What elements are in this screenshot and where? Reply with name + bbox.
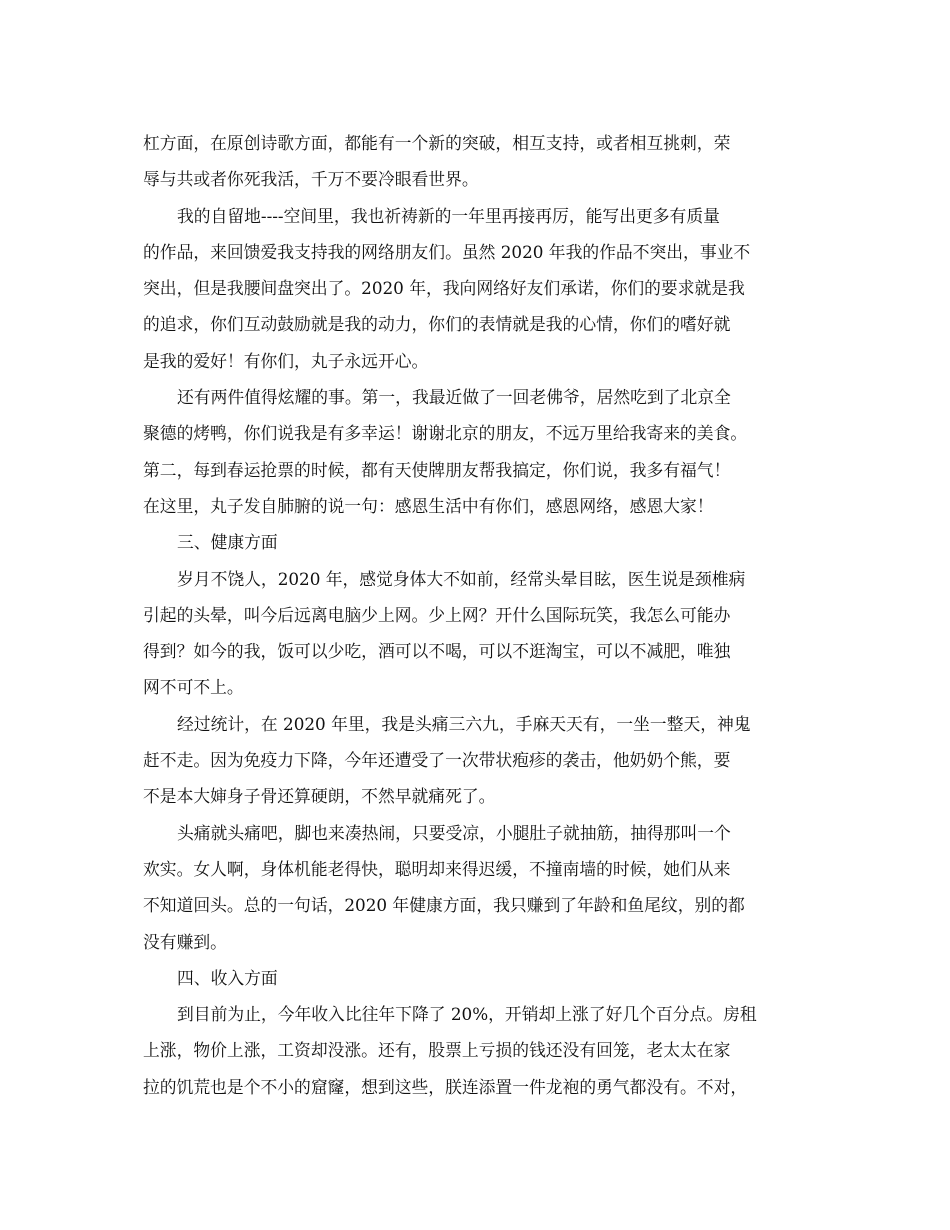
text-line: 聚德的烤鸭，你们说我是有多幸运！谢谢北京的朋友，不远万里给我寄来的美食。 xyxy=(143,423,748,444)
text-line: 岁月不饶人，2020 年，感觉身体大不如前，经常头晕目眩，医生说是颈椎病 xyxy=(177,568,746,589)
text-line: 不知道回头。总的一句话，2020 年健康方面，我只赚到了年龄和鱼尾纹，别的都 xyxy=(143,895,745,916)
text-line: 上涨，物价上涨，工资却没涨。还有，股票上亏损的钱还没有回笼，老太太在家 xyxy=(143,1040,731,1061)
text-line: 赶不走。因为免疫力下降，今年还遭受了一次带状疱疹的袭击，他奶奶个熊，要 xyxy=(143,750,731,771)
section-heading: 三、健康方面 xyxy=(177,532,278,553)
text-line: 杠方面，在原创诗歌方面，都能有一个新的突破，相互支持，或者相互挑刺，荣 xyxy=(143,133,731,153)
text-line: 还有两件值得炫耀的事。第一，我最近做了一回老佛爷，居然吃到了北京全 xyxy=(177,387,731,408)
text-line: 突出，但是我腰间盘突出了。2020 年，我向网络好友们承诺，你们的要求就是我 xyxy=(143,278,745,299)
text-line: 头痛就头痛吧，脚也来凑热闹，只要受凉，小腿肚子就抽筋，抽得那叫一个 xyxy=(177,822,731,843)
text-line: 辱与共或者你死我活，千万不要冷眼看世界。 xyxy=(143,169,479,190)
text-line: 第二，每到春运抢票的时候，都有天使牌朋友帮我搞定，你们说，我多有福气！ xyxy=(143,459,731,480)
text-line: 欢实。女人啊，身体机能老得快，聪明却来得迟缓，不撞南墙的时候，她们从来 xyxy=(143,858,731,879)
text-line: 我的自留地----空间里，我也祈祷新的一年里再接再厉，能写出更多有质量 xyxy=(177,205,720,226)
document-body xyxy=(143,125,807,1105)
text-line: 到目前为止，今年收入比往年下降了 20%，开销却上涨了好几个百分点。房租 xyxy=(177,1004,757,1025)
section-heading: 四、收入方面 xyxy=(177,967,278,988)
text-line: 的追求，你们互动鼓励就是我的动力，你们的表情就是我的心情，你们的嗜好就 xyxy=(143,314,731,335)
text-line: 经过统计，在 2020 年里，我是头痛三六九，手麻天天有，一坐一整天，神鬼 xyxy=(177,713,751,734)
text-line: 网不可不上。 xyxy=(143,677,244,698)
text-line: 在这里，丸子发自肺腑的说一句：感恩生活中有你们，感恩网络，感恩大家！ xyxy=(143,495,714,516)
text-line: 的作品，来回馈爱我支持我的网络朋友们。虽然 2020 年我的作品不突出，事业不 xyxy=(143,241,751,262)
text-line: 引起的头晕，叫今后远离电脑少上网。少上网？开什么国际玩笑，我怎么可能办 xyxy=(143,604,731,625)
text-line: 不是本大婶身子骨还算硬朗，不然早就痛死了。 xyxy=(143,786,496,807)
text-line: 是我的爱好！有你们，丸子永远开心。 xyxy=(143,350,429,371)
text-line: 得到？如今的我，饭可以少吃，酒可以不喝，可以不逛淘宝，可以不减肥，唯独 xyxy=(143,641,731,662)
text-line: 没有赚到。 xyxy=(143,931,227,952)
text-line: 拉的饥荒也是个不小的窟窿，想到这些，朕连添置一件龙袍的勇气都没有。不对， xyxy=(143,1076,748,1097)
